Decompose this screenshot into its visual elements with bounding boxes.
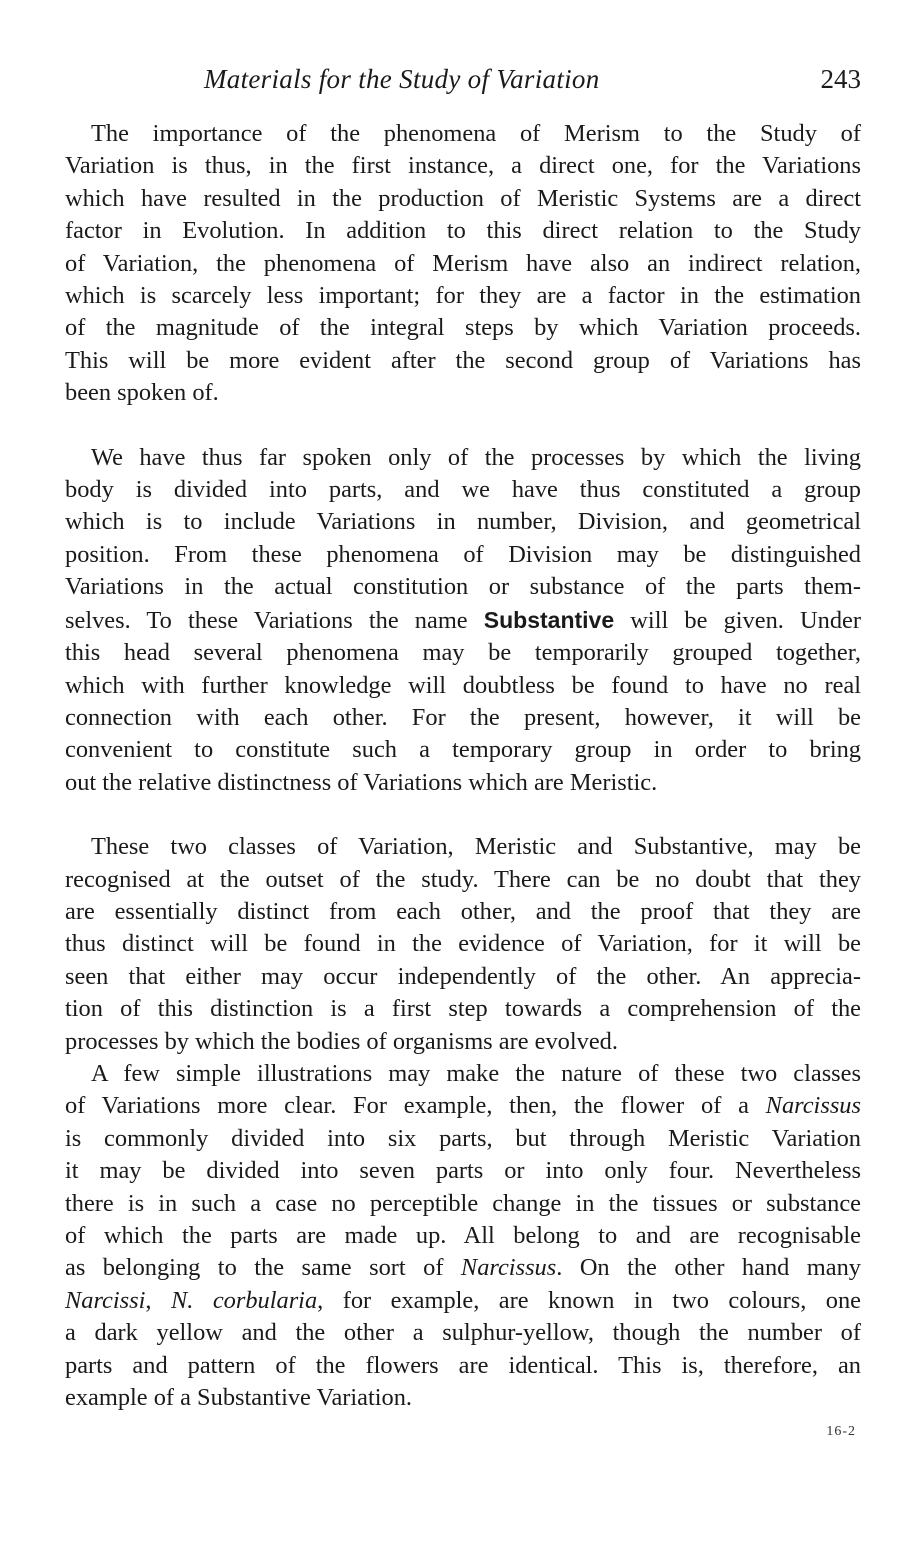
species-name: Narcissi bbox=[65, 1286, 146, 1314]
text-line: there is in such a case no perceptible change in the tissues or substance bbox=[65, 1189, 861, 1217]
text-fragment: , bbox=[145, 1286, 171, 1314]
text-line: been spoken of. bbox=[65, 379, 219, 407]
text-line: recognised at the outset of the study. There can be no doubt that they bbox=[65, 865, 861, 893]
text-line: is commonly divided into six parts, but through Meristic Variation bbox=[65, 1124, 861, 1152]
species-name: Narcissus bbox=[765, 1092, 861, 1120]
text-line: processes by which the bodies of organisms are evolved. bbox=[65, 1027, 618, 1055]
text-line: which with further knowledge will doubtless be found to have no real bbox=[65, 671, 861, 699]
text-fragment: of Variations more clear. For example, then, the flower of a bbox=[65, 1092, 766, 1120]
paragraph-1 bbox=[39, 118, 861, 410]
text-line: tion of this distinction is a first step towards a comprehension of the bbox=[65, 995, 861, 1023]
paragraph-4 bbox=[39, 1058, 861, 1414]
text-line: This will be more evident after the second group of Variations has bbox=[65, 346, 861, 374]
text-fragment: , for example, are known in two colours, one bbox=[317, 1286, 861, 1314]
running-head bbox=[39, 58, 861, 102]
text-line: Variations in the actual constitution or substance of the parts them- bbox=[65, 573, 861, 601]
text-line: which have resulted in the production of Meristic Systems are a direct bbox=[65, 184, 861, 212]
text-line bbox=[39, 604, 861, 637]
text-line: of Variation, the phenomena of Merism have also an indirect relation, bbox=[65, 249, 861, 277]
signature-mark: 16-2 bbox=[826, 1424, 856, 1439]
text-line: example of a Substantive Variation. bbox=[65, 1384, 413, 1412]
text-line: thus distinct will be found in the evidence of Variation, for it will be bbox=[65, 930, 861, 958]
text-fragment: as belonging to the same sort of bbox=[65, 1254, 461, 1282]
paragraph-2 bbox=[39, 442, 861, 799]
paragraph-gap bbox=[39, 410, 861, 442]
text-line: seen that either may occur independently of the other. An apprecia- bbox=[65, 962, 861, 990]
species-name: Narcissus bbox=[460, 1254, 557, 1282]
page-number: 243 bbox=[820, 64, 861, 94]
text-line: factor in Evolution. In addition to this direct relation to the Study bbox=[65, 217, 861, 245]
text-line: of which the parts are made up. All belong to and are recognisable bbox=[65, 1222, 861, 1249]
text-line: The importance of the phenomena of Merism to the Study of bbox=[91, 120, 861, 147]
text-line: We have thus far spoken only of the processes by which the living bbox=[91, 443, 861, 471]
page bbox=[39, 58, 861, 1414]
text-line: parts and pattern of the flowers are identical. This is, therefore, an bbox=[65, 1351, 861, 1379]
text-fragment: selves. To these Variations the name bbox=[65, 606, 484, 634]
text-line bbox=[39, 1090, 861, 1122]
term-substantive: Substantive bbox=[483, 606, 615, 633]
running-title: Materials for the Study of Variation bbox=[204, 64, 600, 94]
text-line: which is scarcely less important; for they are a factor in the estimation bbox=[65, 282, 861, 310]
text-line: Variation is thus, in the first instance, a direct one, for the Variations bbox=[65, 152, 861, 180]
text-line bbox=[39, 1285, 861, 1317]
text-line: which is to include Variations in number, Division, and geometrical bbox=[65, 508, 861, 536]
text-line: convenient to constitute such a temporary group in order to bring bbox=[65, 736, 861, 764]
species-name: N. corbularia bbox=[170, 1286, 318, 1314]
text-line: body is divided into parts, and we have thus constituted a group bbox=[65, 476, 861, 504]
text-line: are essentially distinct from each other, and the proof that they are bbox=[65, 897, 861, 925]
text-line: a dark yellow and the other a sulphur-yellow, though the number of bbox=[65, 1319, 861, 1347]
text-line: out the relative distinctness of Variations which are Meristic. bbox=[65, 768, 658, 796]
text-line: of the magnitude of the integral steps by which Variation proceeds. bbox=[65, 314, 861, 342]
paragraph-3 bbox=[39, 831, 861, 1058]
text-line: A few simple illustrations may make the nature of these two classes bbox=[91, 1059, 861, 1087]
text-line: connection with each other. For the present, however, it will be bbox=[65, 703, 861, 731]
text-line: position. From these phenomena of Division may be distinguished bbox=[65, 540, 861, 568]
text-line: this head several phenomena may be temporarily grouped together, bbox=[65, 639, 861, 667]
text-fragment: . On the other hand many bbox=[556, 1254, 861, 1282]
paragraph-gap bbox=[39, 799, 861, 831]
text-line: These two classes of Variation, Meristic and Substantive, may be bbox=[91, 833, 861, 861]
text-line: it may be divided into seven parts or into only four. Nevertheless bbox=[65, 1157, 861, 1185]
text-line bbox=[39, 1252, 861, 1284]
text-fragment: will be given. Under bbox=[614, 606, 861, 634]
